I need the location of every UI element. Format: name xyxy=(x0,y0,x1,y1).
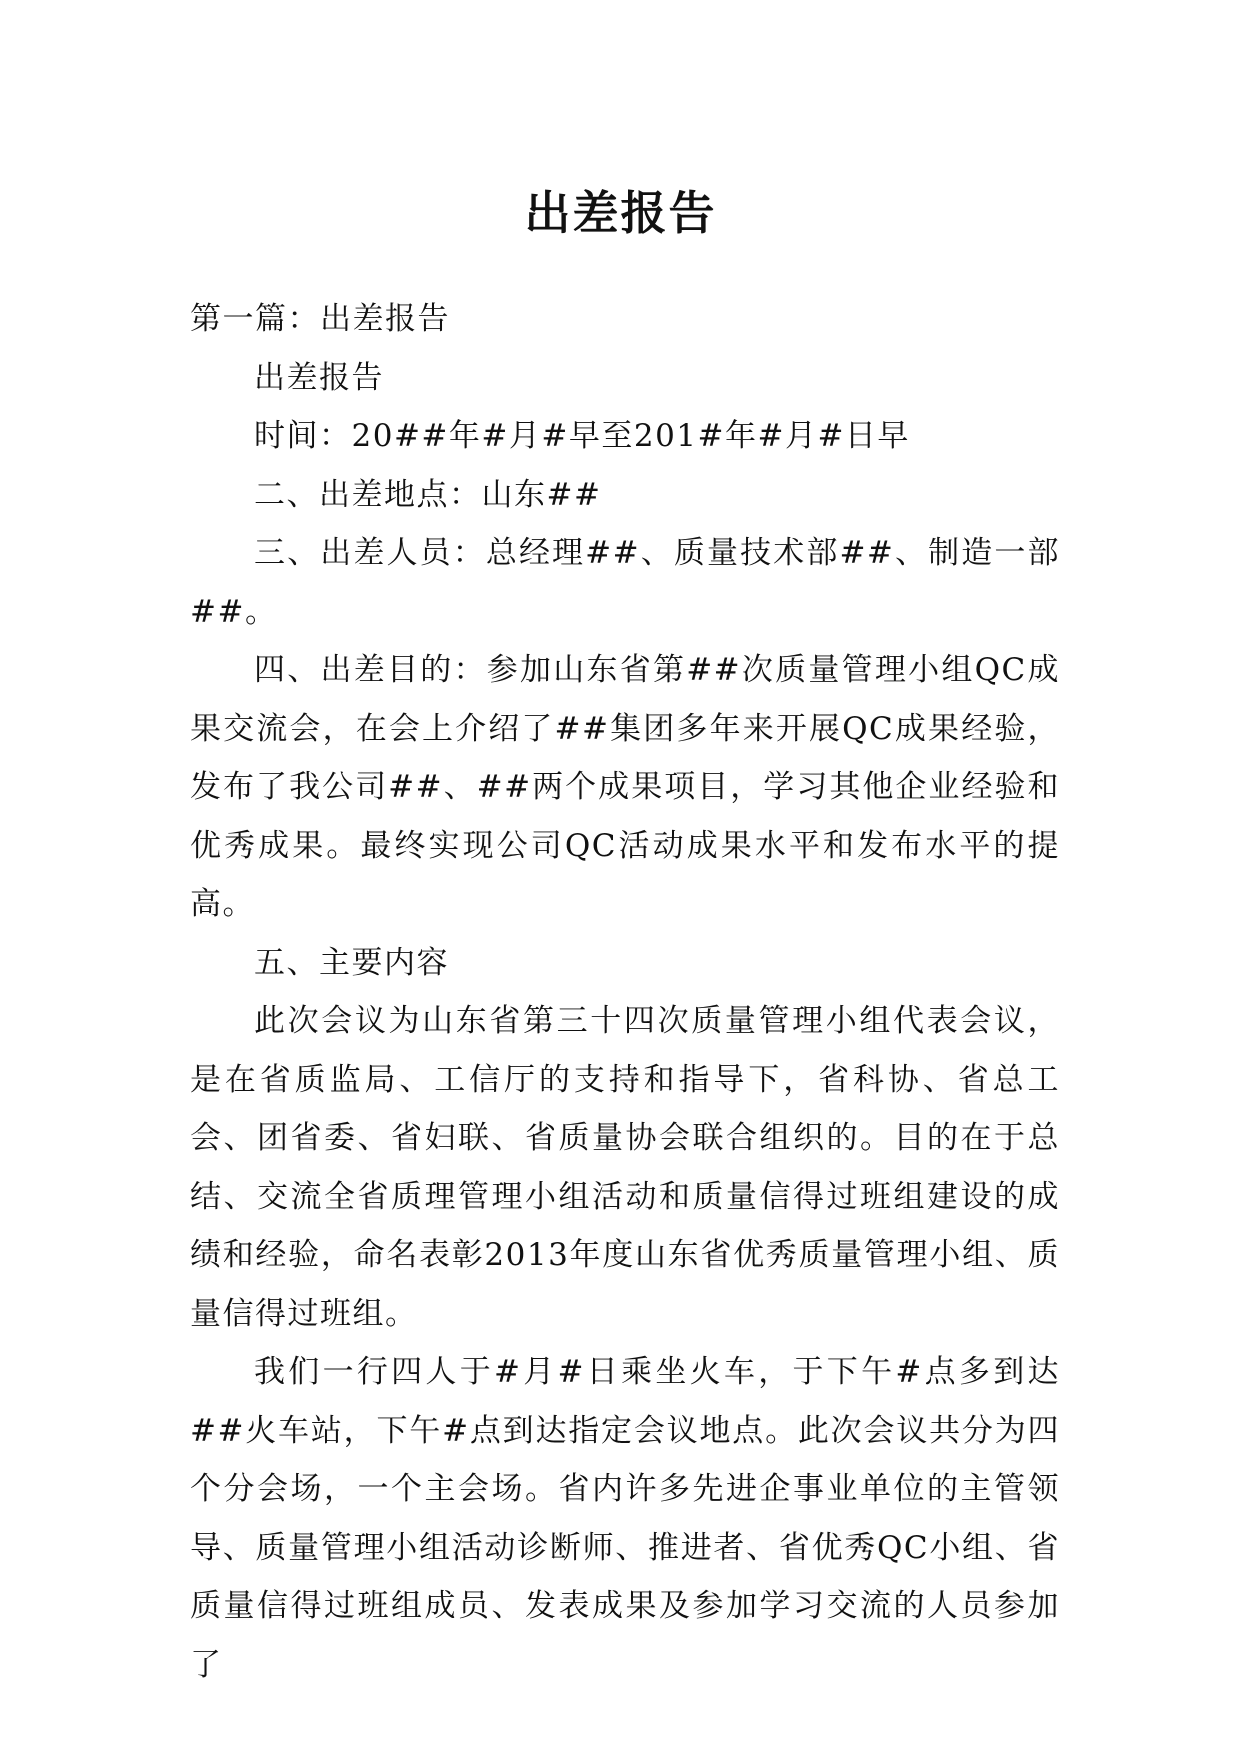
travel-time: 时间：20##年#月#早至201#年#月#日早 xyxy=(254,418,910,454)
travel-purpose: 四、出差目的：参加山东省第##次质量管理小组QC成果交流会，在会上介绍了##集团多年来开展QC成果经验，发布了我公司##、##两个成果项目，学习其他企业经验和优秀成果。最终实现公司QC活动成果水平和发布水平的提高。 xyxy=(190,652,1060,922)
report-subtitle: 出差报告 xyxy=(254,359,384,396)
main-content-heading: 五、主要内容 xyxy=(254,944,449,981)
travel-location: 二、出差地点：山东## xyxy=(254,476,602,513)
meeting-description: 此次会议为山东省第三十四次质量管理小组代表会议，是在省质监局、工信厅的支持和指导下，省科协、省总工会、团省委、省妇联、省质量协会联合组织的。目的在于总结、交流全省质理管理小组活动和质量信得过班组建设的成绩和经验，命名表彰2013年度山东省优秀质量管理小组、质量信得过班组。 xyxy=(190,1003,1060,1332)
travel-itinerary: 我们一行四人于#月#日乘坐火车，于下午#点多到达##火车站，下午#点到达指定会议地点。此次会议共分为四个分会场，一个主会场。省内许多先进企事业单位的主管领导、质量管理小组活动诊断师、推进者、省优秀QC小组、省质量信得过班组成员、发表成果及参加学习交流的人员参加了 xyxy=(190,1354,1060,1683)
document-title: 出差报告 xyxy=(524,185,717,240)
document-body xyxy=(190,290,1060,1694)
travel-personnel: 三、出差人员：总经理##、质量技术部##、制造一部##。 xyxy=(190,535,1060,630)
section-heading: 第一篇：出差报告 xyxy=(190,301,450,337)
